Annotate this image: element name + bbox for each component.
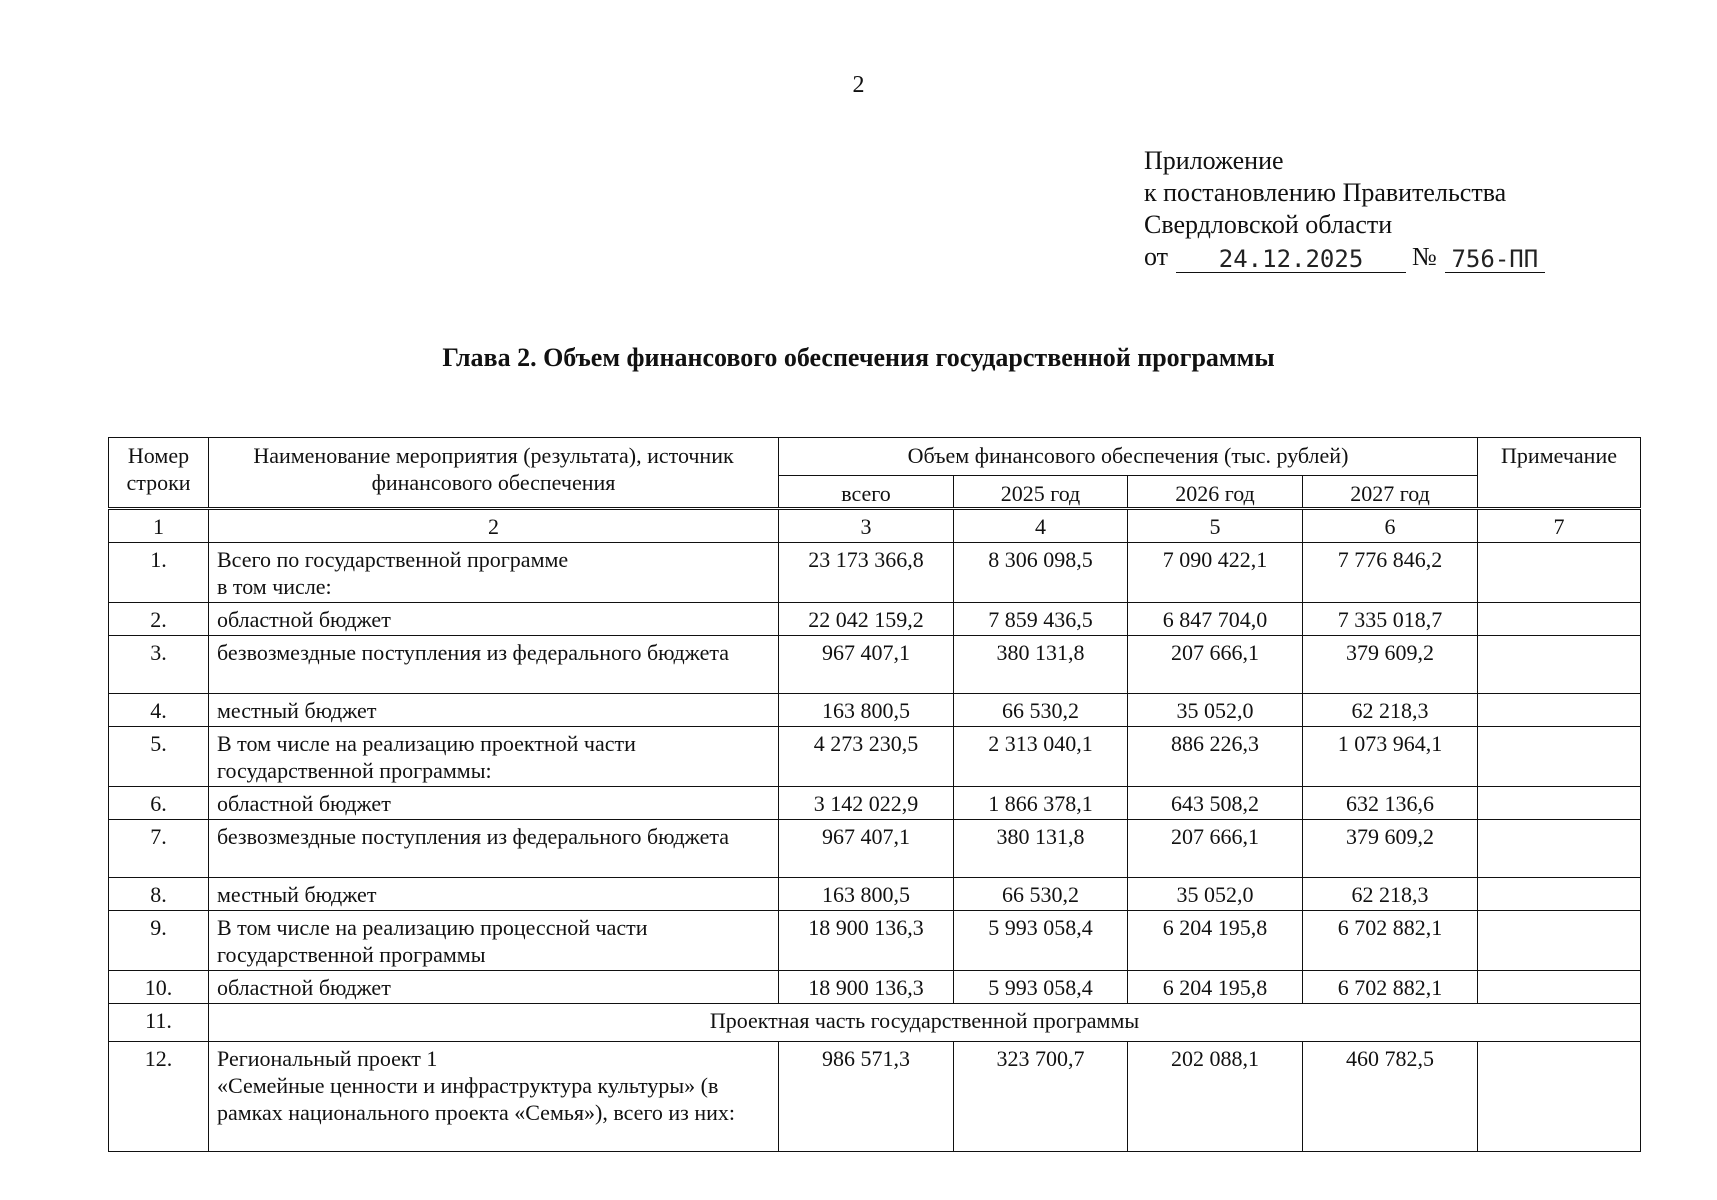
table-row: [109, 727, 1641, 787]
row-number: 2.: [109, 603, 209, 636]
value-2027: 6 702 882,1: [1303, 911, 1478, 971]
resolution-date: 24.12.2025: [1176, 246, 1406, 273]
table-row: [109, 603, 1641, 636]
header-2026: 2026 год: [1128, 476, 1303, 508]
value-total: 986 571,3: [779, 1042, 954, 1152]
row-note: [1478, 971, 1641, 1004]
row-name: областной бюджет: [209, 787, 779, 820]
section-label: Проектная часть государственной программы: [209, 1004, 1641, 1042]
value-total: 22 042 159,2: [779, 603, 954, 636]
value-2025: 380 131,8: [954, 636, 1128, 694]
column-number: 1: [109, 510, 209, 543]
value-2025: 1 866 378,1: [954, 787, 1128, 820]
financing-table: [108, 509, 1641, 1152]
resolution-number: 756-ПП: [1445, 246, 1545, 273]
value-2027: 6 702 882,1: [1303, 971, 1478, 1004]
row-number: 8.: [109, 878, 209, 911]
header-note: Примечание: [1478, 438, 1641, 508]
row-name: безвозмездные поступления из федерального бюджета: [209, 636, 779, 694]
table-row: [109, 971, 1641, 1004]
value-2027: 7 776 846,2: [1303, 543, 1478, 603]
row-name: В том числе на реализацию проектной части государственной программы:: [209, 727, 779, 787]
value-2026: 207 666,1: [1128, 820, 1303, 878]
row-number: 5.: [109, 727, 209, 787]
row-name: местный бюджет: [209, 694, 779, 727]
value-2026: 6 847 704,0: [1128, 603, 1303, 636]
date-prefix: от: [1144, 242, 1169, 271]
value-total: 967 407,1: [779, 636, 954, 694]
value-2027: 62 218,3: [1303, 694, 1478, 727]
value-total: 18 900 136,3: [779, 971, 954, 1004]
value-2025: 5 993 058,4: [954, 911, 1128, 971]
table-row: [109, 787, 1641, 820]
value-2027: 379 609,2: [1303, 820, 1478, 878]
header-2025: 2025 год: [954, 476, 1128, 508]
table-row: [109, 878, 1641, 911]
value-2025: 8 306 098,5: [954, 543, 1128, 603]
value-2027: 62 218,3: [1303, 878, 1478, 911]
value-total: 3 142 022,9: [779, 787, 954, 820]
value-2027: 632 136,6: [1303, 787, 1478, 820]
table-row: [109, 543, 1641, 603]
value-total: 163 800,5: [779, 878, 954, 911]
row-note: [1478, 603, 1641, 636]
appendix-date-line: [1144, 241, 1545, 273]
value-2025: 66 530,2: [954, 878, 1128, 911]
value-total: 4 273 230,5: [779, 727, 954, 787]
row-name: Всего по государственной программе в том числе:: [209, 543, 779, 603]
value-2026: 6 204 195,8: [1128, 911, 1303, 971]
value-2026: 35 052,0: [1128, 694, 1303, 727]
value-total: 967 407,1: [779, 820, 954, 878]
row-number: 3.: [109, 636, 209, 694]
table-row: [109, 911, 1641, 971]
row-note: [1478, 727, 1641, 787]
value-2026: 7 090 422,1: [1128, 543, 1303, 603]
row-number: 11.: [109, 1004, 209, 1042]
value-2025: 323 700,7: [954, 1042, 1128, 1152]
row-number: 10.: [109, 971, 209, 1004]
header-row-number: Номер строки: [109, 438, 209, 508]
row-number: 1.: [109, 543, 209, 603]
value-2025: 2 313 040,1: [954, 727, 1128, 787]
row-number: 4.: [109, 694, 209, 727]
row-note: [1478, 1042, 1641, 1152]
page-number: 2: [852, 72, 865, 98]
appendix-region-line: Свердловской области: [1144, 210, 1393, 239]
header-total: всего: [779, 476, 954, 508]
row-note: [1478, 694, 1641, 727]
value-2026: 886 226,3: [1128, 727, 1303, 787]
appendix-block: [1144, 145, 1545, 273]
appendix-resolution-line: к постановлению Правительства: [1144, 178, 1507, 207]
value-2026: 207 666,1: [1128, 636, 1303, 694]
table-row: [109, 820, 1641, 878]
value-total: 23 173 366,8: [779, 543, 954, 603]
row-number: 6.: [109, 787, 209, 820]
value-2026: 202 088,1: [1128, 1042, 1303, 1152]
column-number: 7: [1478, 510, 1641, 543]
value-2027: 7 335 018,7: [1303, 603, 1478, 636]
value-2027: 1 073 964,1: [1303, 727, 1478, 787]
number-sign: №: [1412, 242, 1437, 271]
header-2027: 2027 год: [1303, 476, 1478, 508]
row-name: областной бюджет: [209, 603, 779, 636]
header-name: Наименование мероприятия (результата), источник финансового обеспечения: [209, 438, 779, 508]
row-note: [1478, 878, 1641, 911]
row-note: [1478, 543, 1641, 603]
value-2026: 643 508,2: [1128, 787, 1303, 820]
appendix-title: Приложение: [1144, 146, 1284, 175]
value-2025: 7 859 436,5: [954, 603, 1128, 636]
row-name: В том числе на реализацию процессной части государственной программы: [209, 911, 779, 971]
row-note: [1478, 787, 1641, 820]
row-name: областной бюджет: [209, 971, 779, 1004]
table-header: [108, 437, 1641, 508]
column-number: 4: [954, 510, 1128, 543]
value-2025: 380 131,8: [954, 820, 1128, 878]
table-row: [109, 694, 1641, 727]
column-number: 6: [1303, 510, 1478, 543]
value-2026: 35 052,0: [1128, 878, 1303, 911]
section-row: [109, 1004, 1641, 1042]
value-total: 18 900 136,3: [779, 911, 954, 971]
column-number: 3: [779, 510, 954, 543]
row-note: [1478, 820, 1641, 878]
row-note: [1478, 636, 1641, 694]
table-row: [109, 1042, 1641, 1152]
row-number: 9.: [109, 911, 209, 971]
row-number: 7.: [109, 820, 209, 878]
row-note: [1478, 911, 1641, 971]
value-2026: 6 204 195,8: [1128, 971, 1303, 1004]
column-number: 5: [1128, 510, 1303, 543]
column-number-row: [109, 510, 1641, 543]
row-number: 12.: [109, 1042, 209, 1152]
value-2025: 66 530,2: [954, 694, 1128, 727]
column-number: 2: [209, 510, 779, 543]
value-2025: 5 993 058,4: [954, 971, 1128, 1004]
value-2027: 379 609,2: [1303, 636, 1478, 694]
value-2027: 460 782,5: [1303, 1042, 1478, 1152]
value-total: 163 800,5: [779, 694, 954, 727]
row-name: местный бюджет: [209, 878, 779, 911]
chapter-heading: Глава 2. Объем финансового обеспечения государственной программы: [442, 343, 1275, 372]
table-row: [109, 636, 1641, 694]
row-name: Региональный проект 1 «Семейные ценности и инфраструктура культуры» (в рамках национального проекта «Семья»), всего из них:: [209, 1042, 779, 1152]
row-name: безвозмездные поступления из федерального бюджета: [209, 820, 779, 878]
header-volume: Объем финансового обеспечения (тыс. рублей): [779, 438, 1478, 476]
